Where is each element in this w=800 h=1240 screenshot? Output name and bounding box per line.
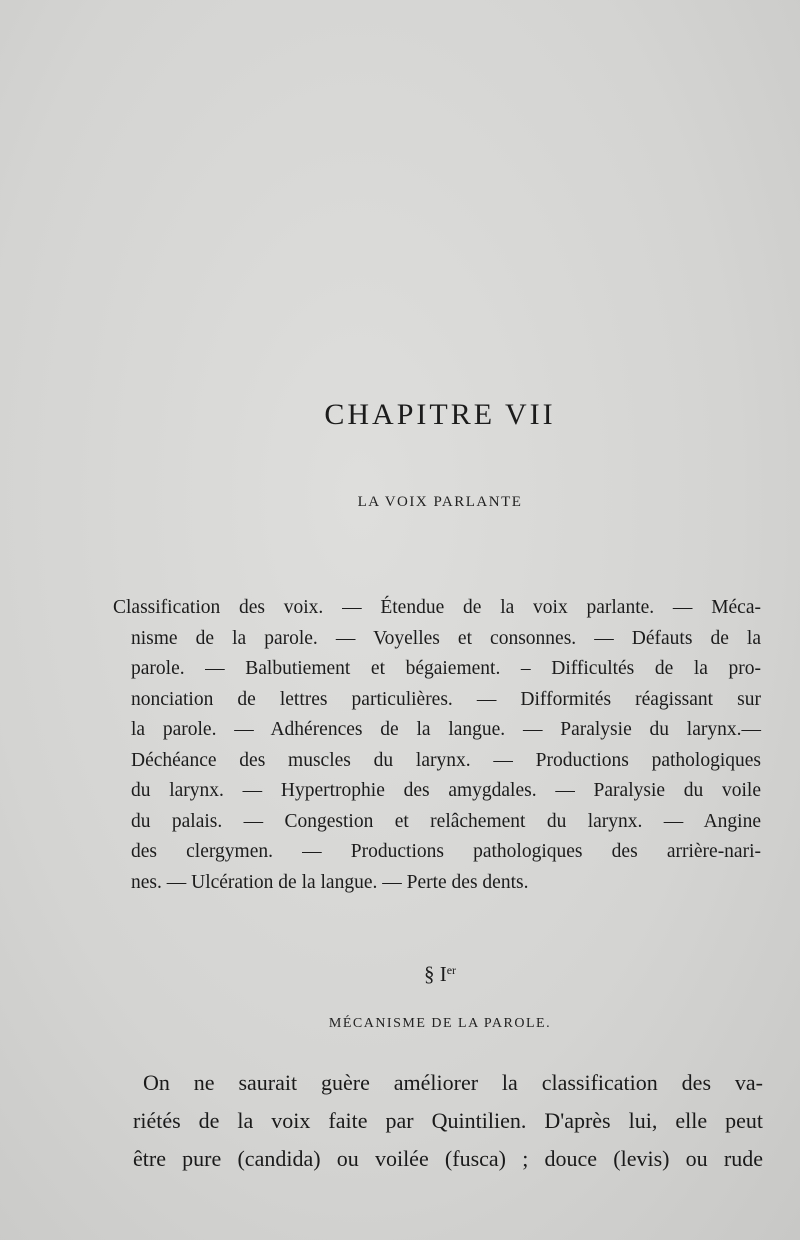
body-line: être pure (candida) ou voilée (fusca) ; douce (levis) ou rude <box>133 1146 763 1171</box>
summary-line: Classification des voix. — Étendue de la voix parlante. — Méca- <box>113 597 761 618</box>
summary-line: la parole. — Adhérences de la langue. — Paralysie du larynx.— <box>131 719 761 740</box>
body-line: riétés de la voix faite par Quintilien. D'après lui, elle peut <box>133 1108 763 1133</box>
summary-line: nes. — Ulcération de la langue. — Perte des dents. <box>131 871 529 893</box>
chapter-summary <box>113 593 761 898</box>
summary-line: du palais. — Congestion et relâchement du larynx. — Angine <box>131 810 761 832</box>
section-mark-superscript: er <box>446 963 457 977</box>
summary-line: nisme de la parole. — Voyelles et consonnes. — Défauts de la <box>131 627 761 649</box>
body-paragraph <box>133 1064 763 1178</box>
section-title: MÉCANISME DE LA PAROLE. <box>328 1016 552 1031</box>
section-number <box>0 962 800 987</box>
summary-line: parole. — Balbutiement et bégaiement. – Difficultés de la pro- <box>131 658 761 679</box>
chapter-subtitle: LA VOIX PARLANTE <box>357 494 523 510</box>
summary-line: Déchéance des muscles du larynx. — Productions pathologiques <box>131 749 761 771</box>
section-mark-text: § I <box>423 962 447 986</box>
chapter-title: CHAPITRE VII <box>324 398 556 432</box>
summary-line: des clergymen. — Productions pathologiques des arrière-nari- <box>131 841 761 862</box>
summary-line: nonciation de lettres particulières. — Difformités réagissant sur <box>131 688 761 710</box>
summary-line: du larynx. — Hypertrophie des amygdales. — Paralysie du voile <box>131 780 761 801</box>
bleed-through-header <box>95 92 695 113</box>
body-line: On ne saurait guère améliorer la classification des va- <box>143 1070 763 1095</box>
